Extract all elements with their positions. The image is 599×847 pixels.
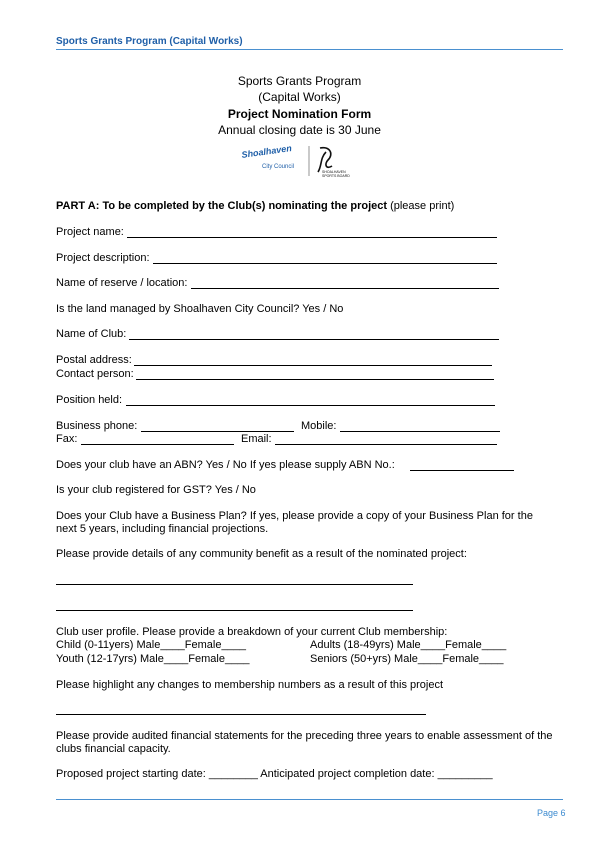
- form-title: Project Nomination Form: [227, 107, 372, 121]
- page-number: Page 6: [537, 808, 566, 818]
- contact-person-field[interactable]: [136, 379, 494, 380]
- land-question: Is the land managed by Shoalhaven City Council? Yes / No: [56, 303, 344, 315]
- business-phone-label: Business phone:: [56, 420, 138, 432]
- business-plan-line2: next 5 years, including financial projections.: [56, 523, 269, 535]
- header-rule: [56, 49, 563, 50]
- email-field[interactable]: [275, 444, 497, 445]
- council-logo-subtext: City Council: [262, 164, 295, 170]
- mobile-field[interactable]: [340, 431, 500, 432]
- part-a-heading: [56, 200, 454, 212]
- closing-date: Annual closing date is 30 June: [218, 123, 381, 137]
- business-phone-field[interactable]: [141, 431, 294, 432]
- part-a-note: (please print): [387, 200, 455, 212]
- youth-membership: Youth (12-17yrs) Male____Female____: [56, 653, 250, 665]
- email-label: Email:: [241, 433, 272, 445]
- project-description-field[interactable]: [153, 263, 497, 264]
- community-benefit-field-2[interactable]: [56, 610, 413, 611]
- council-logos: [240, 144, 360, 178]
- membership-changes-question: Please highlight any changes to membership numbers as a result of this project: [56, 679, 444, 691]
- contact-person-label: Contact person:: [56, 368, 134, 380]
- project-dates: Proposed project starting date: ________ Anticipated project completion date: _________: [56, 768, 493, 780]
- project-description-label: Project description:: [56, 252, 150, 264]
- postal-address-label: Postal address:: [56, 354, 132, 366]
- seniors-membership: Seniors (50+yrs) Male____Female____: [310, 653, 504, 665]
- adults-membership: Adults (18-49yrs) Male____Female____: [310, 639, 507, 651]
- mobile-label: Mobile:: [301, 420, 337, 432]
- financial-line1: Please provide audited financial statements for the preceding three years to enable assessment of the: [56, 730, 553, 742]
- membership-changes-field[interactable]: [56, 714, 426, 715]
- project-name-label: Project name:: [56, 226, 124, 238]
- project-name-field[interactable]: [127, 237, 497, 238]
- club-name-field[interactable]: [129, 339, 499, 340]
- footer-rule: [56, 799, 563, 800]
- fax-field[interactable]: [81, 444, 234, 445]
- board-logo-text: SHOALHAVEN: [322, 170, 346, 174]
- business-plan-line1: Does your Club have a Business Plan? If yes, please provide a copy of your Business Plan for the: [56, 510, 533, 522]
- gst-question: Is your club registered for GST? Yes / No: [56, 484, 256, 496]
- postal-address-field[interactable]: [134, 365, 492, 366]
- running-header-title: Sports Grants Program (Capital Works): [56, 36, 243, 47]
- child-membership: Child (0-11yers) Male____Female____: [56, 639, 246, 651]
- abn-question: Does your club have an ABN? Yes / No If yes please supply ABN No.:: [56, 459, 395, 471]
- club-name-label: Name of Club:: [56, 328, 127, 340]
- club-profile-question: Club user profile. Please provide a breakdown of your current Club membership:: [56, 626, 448, 638]
- part-a-bold: PART A: To be completed by the Club(s) nominating the project: [56, 200, 388, 212]
- financial-line2: clubs financial capacity.: [56, 743, 171, 755]
- abn-field[interactable]: [410, 470, 514, 471]
- heading-line2: (Capital Works): [258, 90, 341, 104]
- shoalhaven-logo-icon: [240, 144, 360, 178]
- community-benefit-question: Please provide details of any community benefit as a result of the nominated project:: [56, 548, 467, 560]
- fax-label: Fax:: [56, 433, 78, 445]
- council-logo-text: Shoalhaven: [240, 144, 293, 160]
- position-held-field[interactable]: [126, 405, 495, 406]
- reserve-location-field[interactable]: [191, 288, 499, 289]
- community-benefit-field-1[interactable]: [56, 584, 413, 585]
- board-logo-subtext: SPORTS BOARD: [322, 174, 350, 178]
- position-held-label: Position held:: [56, 394, 123, 406]
- heading-line1: Sports Grants Program: [237, 74, 362, 88]
- reserve-location-label: Name of reserve / location:: [56, 277, 188, 289]
